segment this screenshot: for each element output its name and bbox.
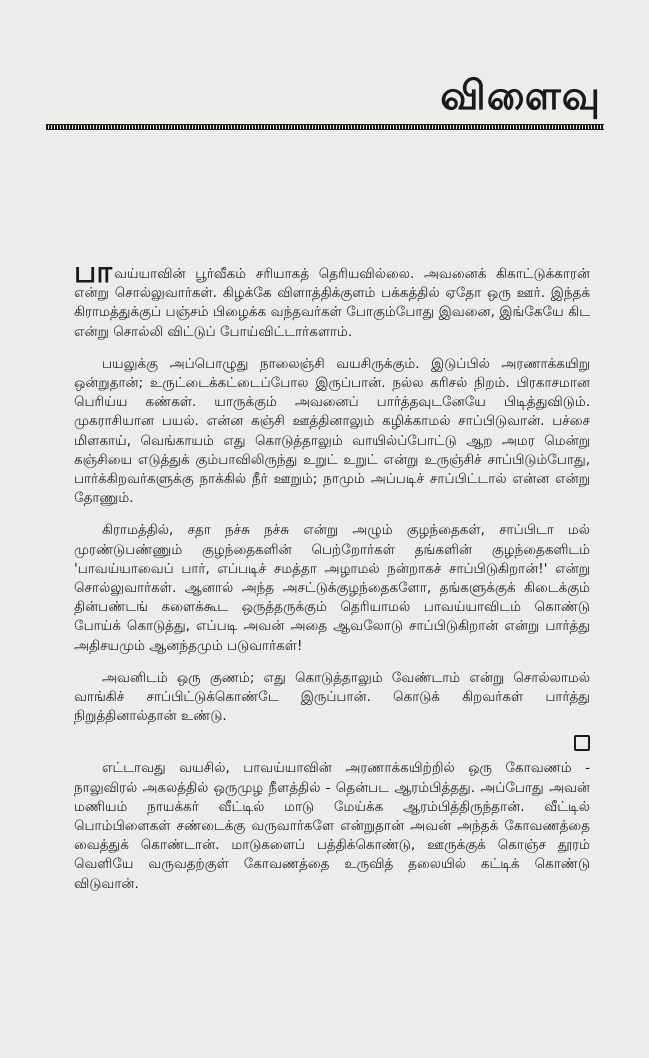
paragraph-4: அவனிடம் ஒரு குணம்; எது கொடுத்தாலும் வேண்டாம் என்று சொல்லாமல் வாங்கிச் சாப்பிட்டுக்கொண்டே இருப்பான். கொடுக் கிறவர்கள் பார்த்து நிறுத்தினால்தான் உண்டு. xyxy=(74,669,590,725)
drop-cap: பா xyxy=(74,255,112,290)
section-break-icon xyxy=(574,735,590,751)
paragraph-2: பயலுக்கு அப்பொழுது நாலைஞ்சி வயசிருக்கும். இடுப்பில் அரணாக்கயிறு ஒன்றுதான்; உருட்டைக்கட்டைப்போல இருப்பான். நல்ல கரிசல் நிறம். பிரகாசமான பெரிய்ய கண்கள். யாருக்கும் அவனைப் பார்த்தவுடனேயே பிடித்துவிடும். முகராசியான பயல். என்ன கஞ்சி ஊத்தினாலும் கழிக்காமல் சாப்பிடுவான். பச்சை மிளகாய், வெங்காயம் எது கொடுத்தாலும் வாயில்ப்போட்டு ஆற அமர மென்று கஞ்சியை எடுத்துக் கும்பாவிலிருந்து உறுட் உறுட் என்று உருஞ்சிச் சாப்பிடும்போது, பார்க்கிறவர்களுக்கு நாக்கில் நீர் ஊறும்; நாமும் அப்படிச் சாப்பிட்டால் என்ன என்று தோணும். xyxy=(74,355,590,507)
chapter-body xyxy=(74,255,590,907)
paragraph-3: கிராமத்தில், சதா நச்சு நச்சு என்று அழும் குழந்தைகள், சாப்பிடா மல் முரண்டுபண்ணும் குழந்தைகளின் பெற்றோர்கள் தங்களின் குழந்தைகளிடம் 'பாவய்யாவைப் பார், எப்படிச் சமத்தா அழாமல் நன்றாகச் சாப்பிடுகிறான்!' என்று சொல்லுவார்கள். ஆனால் அந்த அசட்டுக்குழந்தைகளோ, தங்களுக்குக் கிடைக்கும் தின்பண்டங் களைக்கூட ஒருத்தருக்கும் தெரியாமல் பாவய்யாவிடம் கொண்டு போய்க் கொடுத்து, எப்படி அவன் அதை ஆவலோடு சாப்பிடுகிறான் என்று பார்த்து அதிசயமும் ஆனந்தமும் படுவார்கள்! xyxy=(74,522,590,654)
chapter-title: விளைவு xyxy=(440,73,601,119)
paragraph-5: எட்டாவது வயசில், பாவய்யாவின் அரணாக்கயிற்றில் ஒரு கோவணம் - நாலுவிரல் அகலத்தில் ஒருமுழ நீளத்தில் - தென்பட ஆரம்பித்தது. அப்போது அவன் மணியம் நாயக்கர் வீட்டில் மாடு மேய்க்க ஆரம்பித்திருந்தான். வீட்டில் பொம்பிளைகள் சண்டைக்கு வருவார்களே என்றுதான் அவன் அந்தக் கோவணத்தை வைத்துக் கொண்டான். மாடுகளைப் பத்திக்கொண்டு, ஊருக்குக் கொஞ்ச தூரம் வெளியே வருவதற்குள் கோவணத்தை உருவித் தலையில் கட்டிக் கொண்டு விடுவான். xyxy=(74,760,590,892)
paragraph-1: பாவய்யாவின் பூர்வீகம் சரியாகத் தெரியவில்லை. அவனைக் கிகாட்டுக்காரன் என்று சொல்லுவார்கள். கிழக்கே விளாத்திக்குளம் பக்கத்தில் ஏதோ ஒரு ஊர். இந்தக் கிராமத்துக்குப் பஞ்சம் பிழைக்க வந்தவர்கள் போகும்போது இவனை, இங்கேயே கிட என்று சொல்லி விட்டுப் போய்விட்டார்களாம். xyxy=(74,255,590,340)
title-rule xyxy=(46,124,604,130)
